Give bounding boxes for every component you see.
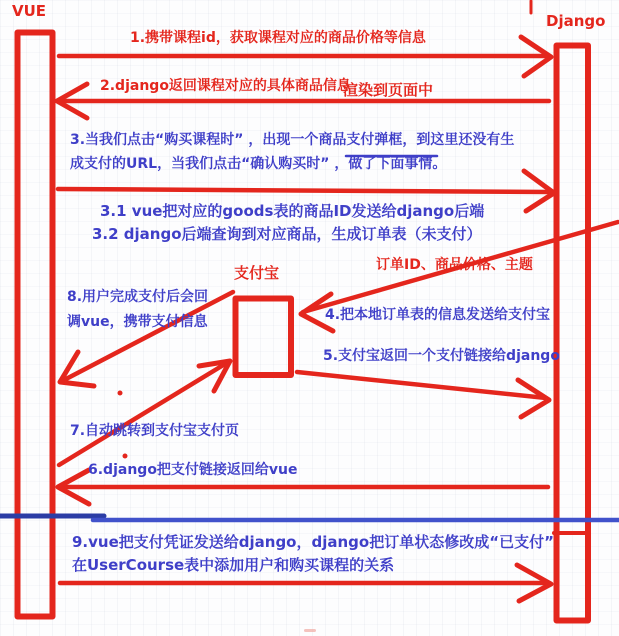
arrow-line <box>59 364 225 465</box>
ink-dot-2 <box>123 454 128 459</box>
note-8-line2: 调vue，携带支付信息 <box>67 314 208 330</box>
message-2-label: 2.django返回课程对应的具体商品信息 <box>100 78 351 94</box>
alipay-box <box>236 299 292 376</box>
note-8-line1: 8.用户完成支付后会回 <box>67 289 209 305</box>
note-3-1: 3.1 vue把对应的goods表的商品ID发送给django后端 <box>100 202 485 220</box>
note-9-line1: 9.vue把支付凭证发送给django，django把订单状态修改成“已支付” <box>72 533 554 551</box>
message-arrow-7 <box>59 361 230 465</box>
message-arrow-5 <box>297 372 549 417</box>
note-3-line1: 3.当我们点击“购买课程时” ，出现一个商品支付弹框，到这里还没有生 <box>70 132 515 148</box>
ink-smudge-bottom <box>304 629 316 632</box>
actor-label-alipay: 支付宝 <box>234 264 280 282</box>
arrow-line <box>297 372 546 398</box>
message-arrow-8 <box>60 292 233 386</box>
ink-dot-1 <box>118 391 123 396</box>
arrow-line <box>58 189 550 192</box>
note-9-line2: 在UserCourse表中添加用户和购买课程的关系 <box>72 556 395 574</box>
message-6-label: 6.django把支付链接返回给vue <box>88 462 298 478</box>
message-1-label: 1.携带课程id，获取课程对应的商品价格等信息 <box>130 30 426 46</box>
message-4-label: 4.把本地订单表的信息发送给支付宝 <box>325 307 551 323</box>
vue-lifeline <box>18 33 53 617</box>
message-4-payload-label: 订单ID、商品价格、主题 <box>376 257 533 273</box>
note-3-line2: 成支付的URL，当我们点击“确认购买时” ，做了下面事情。 <box>70 156 447 172</box>
message-7-label: 7.自动跳转到支付宝支付页 <box>70 423 240 439</box>
actor-label-django: Django <box>546 12 606 30</box>
actor-label-vue: VUE <box>12 2 47 20</box>
message-2b-label: 渲染到页面中 <box>343 81 434 99</box>
message-5-label: 5.支付宝返回一个支付链接给django <box>323 348 560 364</box>
note-3-2: 3.2 django后端查询到对应商品，生成订单表（未支付） <box>92 225 482 243</box>
